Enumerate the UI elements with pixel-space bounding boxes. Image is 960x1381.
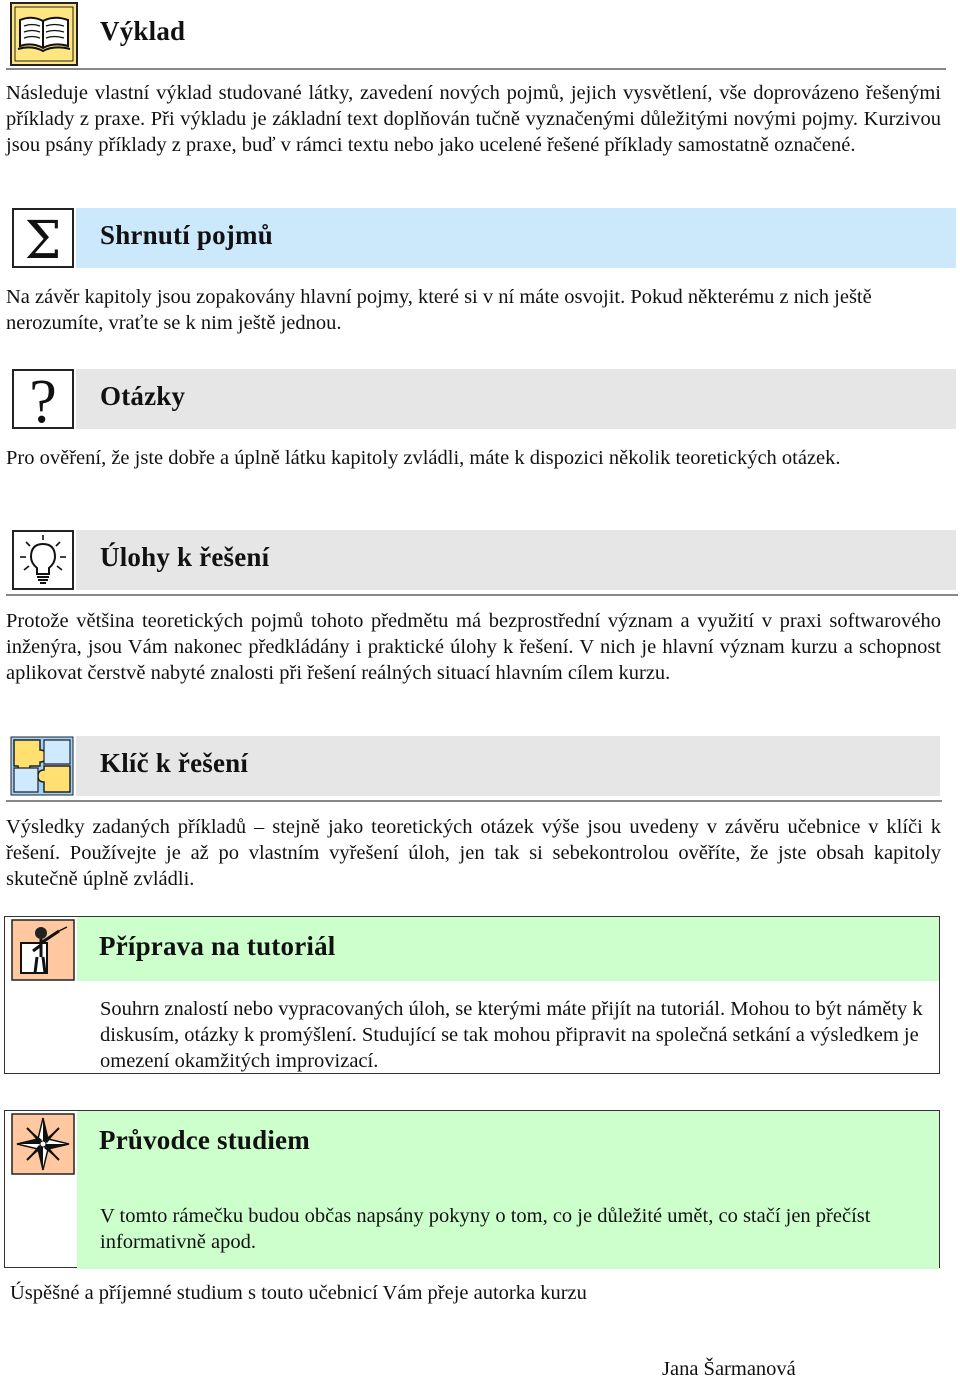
section-title: Otázky [100,381,186,411]
section-text: Pro ověření, že jste dobře a úplně látku kapitoly zvládli, máte k dispozici několik teoretických otázek. [6,447,841,469]
section-priprava [4,916,940,1074]
section-text: Následuje vlastní výklad studované látky, zavedení nových pojmů, jejich vysvětlení, vše doprovázeno řešenými příklady z praxe. Při výkladu je základní text doplňován tučně vyznačenými důležitými novými pojmy. Kurzivou jsou psány příklady z praxe, buď v rámci textu nebo jako ucelené řešené příklady samostatně označené. [6,82,941,156]
header-band [76,369,956,429]
divider [6,594,958,596]
section-title: Výklad [100,16,186,46]
puzzle-icon [10,736,74,796]
section-text: Souhrn znalostí nebo vypracovaných úloh, se kterými máte přijít na tutoriál. Mohou to být náměty k diskusím, otázky k promýšlení. Studující se tak mohou připravit na společná setkání a výsledkem je omezení okamžitých improvizací. [100,998,923,1072]
divider [6,68,946,70]
section-header [4,206,956,270]
lightbulb-icon [12,530,74,590]
section-title: Příprava na tutoriál [99,931,336,961]
section-title: Shrnutí pojmů [100,220,273,250]
svg-text:?: ? [29,369,57,429]
section-title: Klíč k řešení [100,748,249,778]
section-text: V tomto rámečku budou občas napsány pokyny o tom, co je důležité umět, co stačí jen přečíst informativně apod. [100,1205,871,1253]
section-ulohy [4,528,956,684]
section-text: Na závěr kapitoly jsou zopakovány hlavní pojmy, které si v ní máte osvojit. Pokud některému z nich ještě nerozumíte, vraťte se k nim ještě jednou. [6,286,872,334]
section-header [4,734,956,798]
section-text: Protože většina teoretických pojmů tohoto předmětu má bezprostřední význam a využití v praxi softwarového inženýra, jsou Vám nakonec předkládány i praktické úlohy k řešení. V nich je hlavní význam kurzu a schopnost aplikovat čerstvě nabyté znalosti při řešení reálných situací hlavním cílem kurzu. [6,610,941,684]
author-signature: Jana Šarmanová [662,1358,796,1380]
sigma-icon [12,208,74,268]
section-otazky [4,367,956,469]
compass-star-icon [11,1113,75,1175]
section-vyklad [4,2,956,156]
section-header [4,367,956,431]
section-pruvodce [4,1110,940,1268]
section-title: Úlohy k řešení [100,542,270,572]
book-icon [10,2,78,66]
divider [6,800,942,802]
closing-text: Úspěšné a příjemné studium s touto učebnicí Vám přeje autorka kurzu [10,1282,587,1304]
section-shrnuti [4,206,956,334]
section-klic [4,734,956,890]
section-header [4,528,956,592]
section-header [4,2,956,66]
section-title: Průvodce studiem [99,1125,310,1155]
svg-text:Σ: Σ [24,211,62,268]
section-text: Výsledky zadaných příkladů – stejně jako teoretických otázek výše jsou uvedeny v závěru učebnice v klíči k řešení. Používejte je až po vlastním vyřešení úloh, jen tak si sebekontrolou ověříte, že jste obsah kapitoly skutečně úplně zvládli. [6,816,941,890]
lecturer-icon [11,919,75,981]
question-mark-icon [12,369,74,429]
